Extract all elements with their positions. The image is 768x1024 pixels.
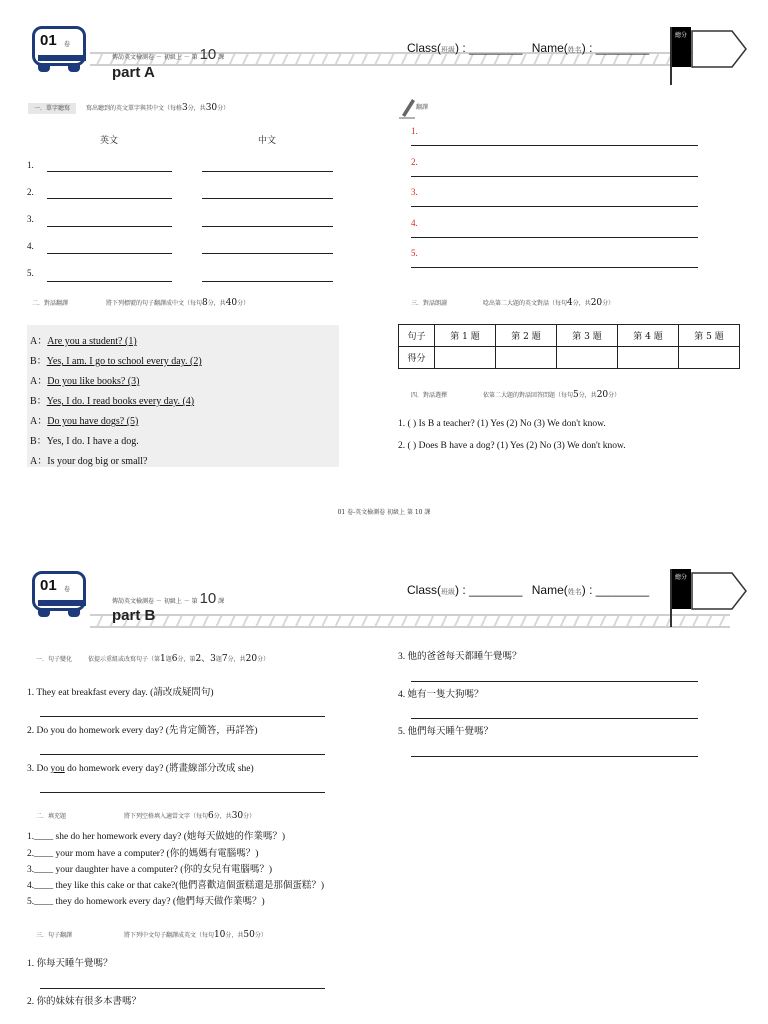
answer-line[interactable] xyxy=(411,176,698,177)
table-header-cell: 第 1 題 xyxy=(435,325,496,347)
row-number: 1. xyxy=(411,126,418,136)
fill-question: 5.____ they do homework every day? (他們每天做作業嗎？) xyxy=(27,897,265,907)
dialog-box xyxy=(27,325,339,467)
answer-line-zh[interactable] xyxy=(202,226,333,227)
bus-logo xyxy=(30,569,88,619)
choice-question: 1. ( ) Is B a teacher? (1) Yes (2) No (3) We don't know. xyxy=(398,419,606,429)
answer-line[interactable] xyxy=(40,754,325,755)
section-4-heading: 四．對話選擇 依第二大題的對話回答問題（每句5分，共20分） xyxy=(411,390,621,400)
answer-line-en[interactable] xyxy=(47,171,172,172)
part-title: part A xyxy=(112,64,155,81)
table-row-label: 得分 xyxy=(399,347,435,369)
answer-line[interactable] xyxy=(411,237,698,238)
translate-question: 2. 你的妹妹有很多本書嗎？ xyxy=(27,997,142,1007)
table-header-cell: 第 2 題 xyxy=(496,325,557,347)
score-cell[interactable] xyxy=(618,347,679,369)
score-cell[interactable] xyxy=(679,347,740,369)
answer-line-zh[interactable] xyxy=(202,253,333,254)
row-number: 1. xyxy=(27,160,34,170)
table-row xyxy=(399,325,740,347)
answer-line[interactable] xyxy=(411,267,698,268)
b-section-3-heading: 三．句子翻譯 將下列中文句子翻譯成英文（每句10分，共50分） xyxy=(36,930,267,940)
row-number: 5. xyxy=(27,268,34,278)
fill-question: 4.____ they like this cake or that cake?(他們喜歡這個蛋糕還是那個蛋糕？) xyxy=(27,881,325,891)
table-header-cell: 第 4 題 xyxy=(618,325,679,347)
translate-question: 3. 他的爸爸每天都睡午覺嗎？ xyxy=(398,652,522,662)
score-cell[interactable] xyxy=(496,347,557,369)
answer-line[interactable] xyxy=(411,145,698,146)
answer-line-en[interactable] xyxy=(47,281,172,282)
row-number: 5. xyxy=(411,248,418,258)
section-2-heading: 二．對話翻譯 將下列標號的句子翻譯成中文（每句8分，共40分） xyxy=(32,298,250,308)
page-footer: 01 卷-英文檢測卷 初級上 第 10 課 xyxy=(337,509,431,516)
badge-number: 01 xyxy=(40,577,57,594)
badge-number: 01 xyxy=(40,32,57,49)
dialog-line: B：Yes, I do. I read books every day. (4) xyxy=(30,396,195,407)
section-1-heading: 一．單字聽寫 寫出聽到的英文單字與其中文（每格3分，共30分） xyxy=(28,103,229,113)
fill-question: 3.____ your daughter have a computer? (你的女兒有電腦嗎？) xyxy=(27,865,273,875)
bus-logo xyxy=(30,24,88,74)
translate-box-label: 翻譯 xyxy=(416,104,429,111)
bus-icon xyxy=(32,26,86,66)
transform-question: 2. Do you do homework every day? (先肯定簡答，再詳答) xyxy=(27,726,258,736)
translate-question: 4. 她有一隻大狗嗎？ xyxy=(398,690,484,700)
translate-question: 5. 他們每天睡午覺嗎？ xyxy=(398,727,494,737)
score-cell[interactable] xyxy=(557,347,618,369)
transform-question: 1. They eat breakfast every day. (請改成疑問句) xyxy=(27,688,214,698)
dialog-line: B：Yes, I do. I have a dog. xyxy=(30,436,139,447)
row-number: 3. xyxy=(27,214,34,224)
answer-line-zh[interactable] xyxy=(202,171,333,172)
score-cell[interactable] xyxy=(435,347,496,369)
b-section-2-heading: 二．填充題 將下列空格填入適當文字（每句6分，共30分） xyxy=(36,811,256,821)
dialog-line: A：Do you have dogs? (5) xyxy=(30,416,139,427)
total-score-box: 總分 xyxy=(671,27,691,67)
exam-subtitle: 傳劼英文檢測卷 － 初級上 － 第 10 課 xyxy=(112,46,225,63)
column-chinese: 中文 xyxy=(258,136,277,146)
total-score-box: 總分 xyxy=(671,569,691,609)
answer-line[interactable] xyxy=(40,988,325,989)
answer-line-zh[interactable] xyxy=(202,198,333,199)
exam-subtitle: 傳劼英文檢測卷 － 初級上 － 第 10 課 xyxy=(112,590,225,607)
answer-line[interactable] xyxy=(411,681,698,682)
dialog-line: A：Are you a student? (1) xyxy=(30,336,137,347)
choice-question: 2. ( ) Does B have a dog? (1) Yes (2) No (3) We don't know. xyxy=(398,441,626,451)
answer-line-en[interactable] xyxy=(47,226,172,227)
class-name-field[interactable]: Class(班級) : ________ Name(姓名) : ________ xyxy=(407,583,650,597)
dialog-line: B：Yes, I am. I go to school every day. (2) xyxy=(30,356,202,367)
score-arrow-icon xyxy=(690,569,752,613)
header-track xyxy=(90,614,730,628)
fill-question: 1.____ she do her homework every day? (她每天做她的作業嗎？) xyxy=(27,832,286,842)
row-number: 2. xyxy=(411,157,418,167)
dialog-line: A：Do you like books? (3) xyxy=(30,376,140,387)
section-3-heading: 三．對話朗讀 唸出第二大題的英文對話（每句4分，共20分） xyxy=(411,298,615,308)
table-row xyxy=(399,347,740,369)
answer-line[interactable] xyxy=(40,792,325,793)
bus-icon xyxy=(32,571,86,611)
b-section-1-heading: 一．句子變化 依提示重組或改寫句子（第1題6分，第2、3題7分，共20分） xyxy=(36,654,270,664)
answer-line[interactable] xyxy=(40,716,325,717)
answer-line[interactable] xyxy=(411,756,698,757)
row-number: 4. xyxy=(411,218,418,228)
row-number: 2. xyxy=(27,187,34,197)
answer-line-en[interactable] xyxy=(47,198,172,199)
score-arrow-icon xyxy=(690,27,752,71)
part-title: part B xyxy=(112,607,156,624)
row-number: 4. xyxy=(27,241,34,251)
answer-line[interactable] xyxy=(411,718,698,719)
table-header-cell: 句子 xyxy=(399,325,435,347)
answer-line[interactable] xyxy=(411,206,698,207)
table-header-cell: 第 3 題 xyxy=(557,325,618,347)
badge-sub: 卷 xyxy=(64,586,71,593)
class-name-field[interactable]: Class(班級) : ________ Name(姓名) : ________ xyxy=(407,41,650,55)
table-header-cell: 第 5 題 xyxy=(679,325,740,347)
pencil-icon xyxy=(398,97,416,119)
badge-sub: 卷 xyxy=(64,41,71,48)
dialog-line: A：Is your dog big or small? xyxy=(30,456,148,467)
answer-line-zh[interactable] xyxy=(202,281,333,282)
score-table xyxy=(398,324,740,369)
row-number: 3. xyxy=(411,187,418,197)
column-english: 英文 xyxy=(100,136,119,146)
answer-line-en[interactable] xyxy=(47,253,172,254)
transform-question: 3. Do you do homework every day? (將畫線部分改成 she) xyxy=(27,764,254,774)
translate-question: 1. 你每天睡午覺嗎？ xyxy=(27,959,113,969)
fill-question: 2.____ your mom have a computer? (你的媽媽有電腦嗎？) xyxy=(27,849,259,859)
